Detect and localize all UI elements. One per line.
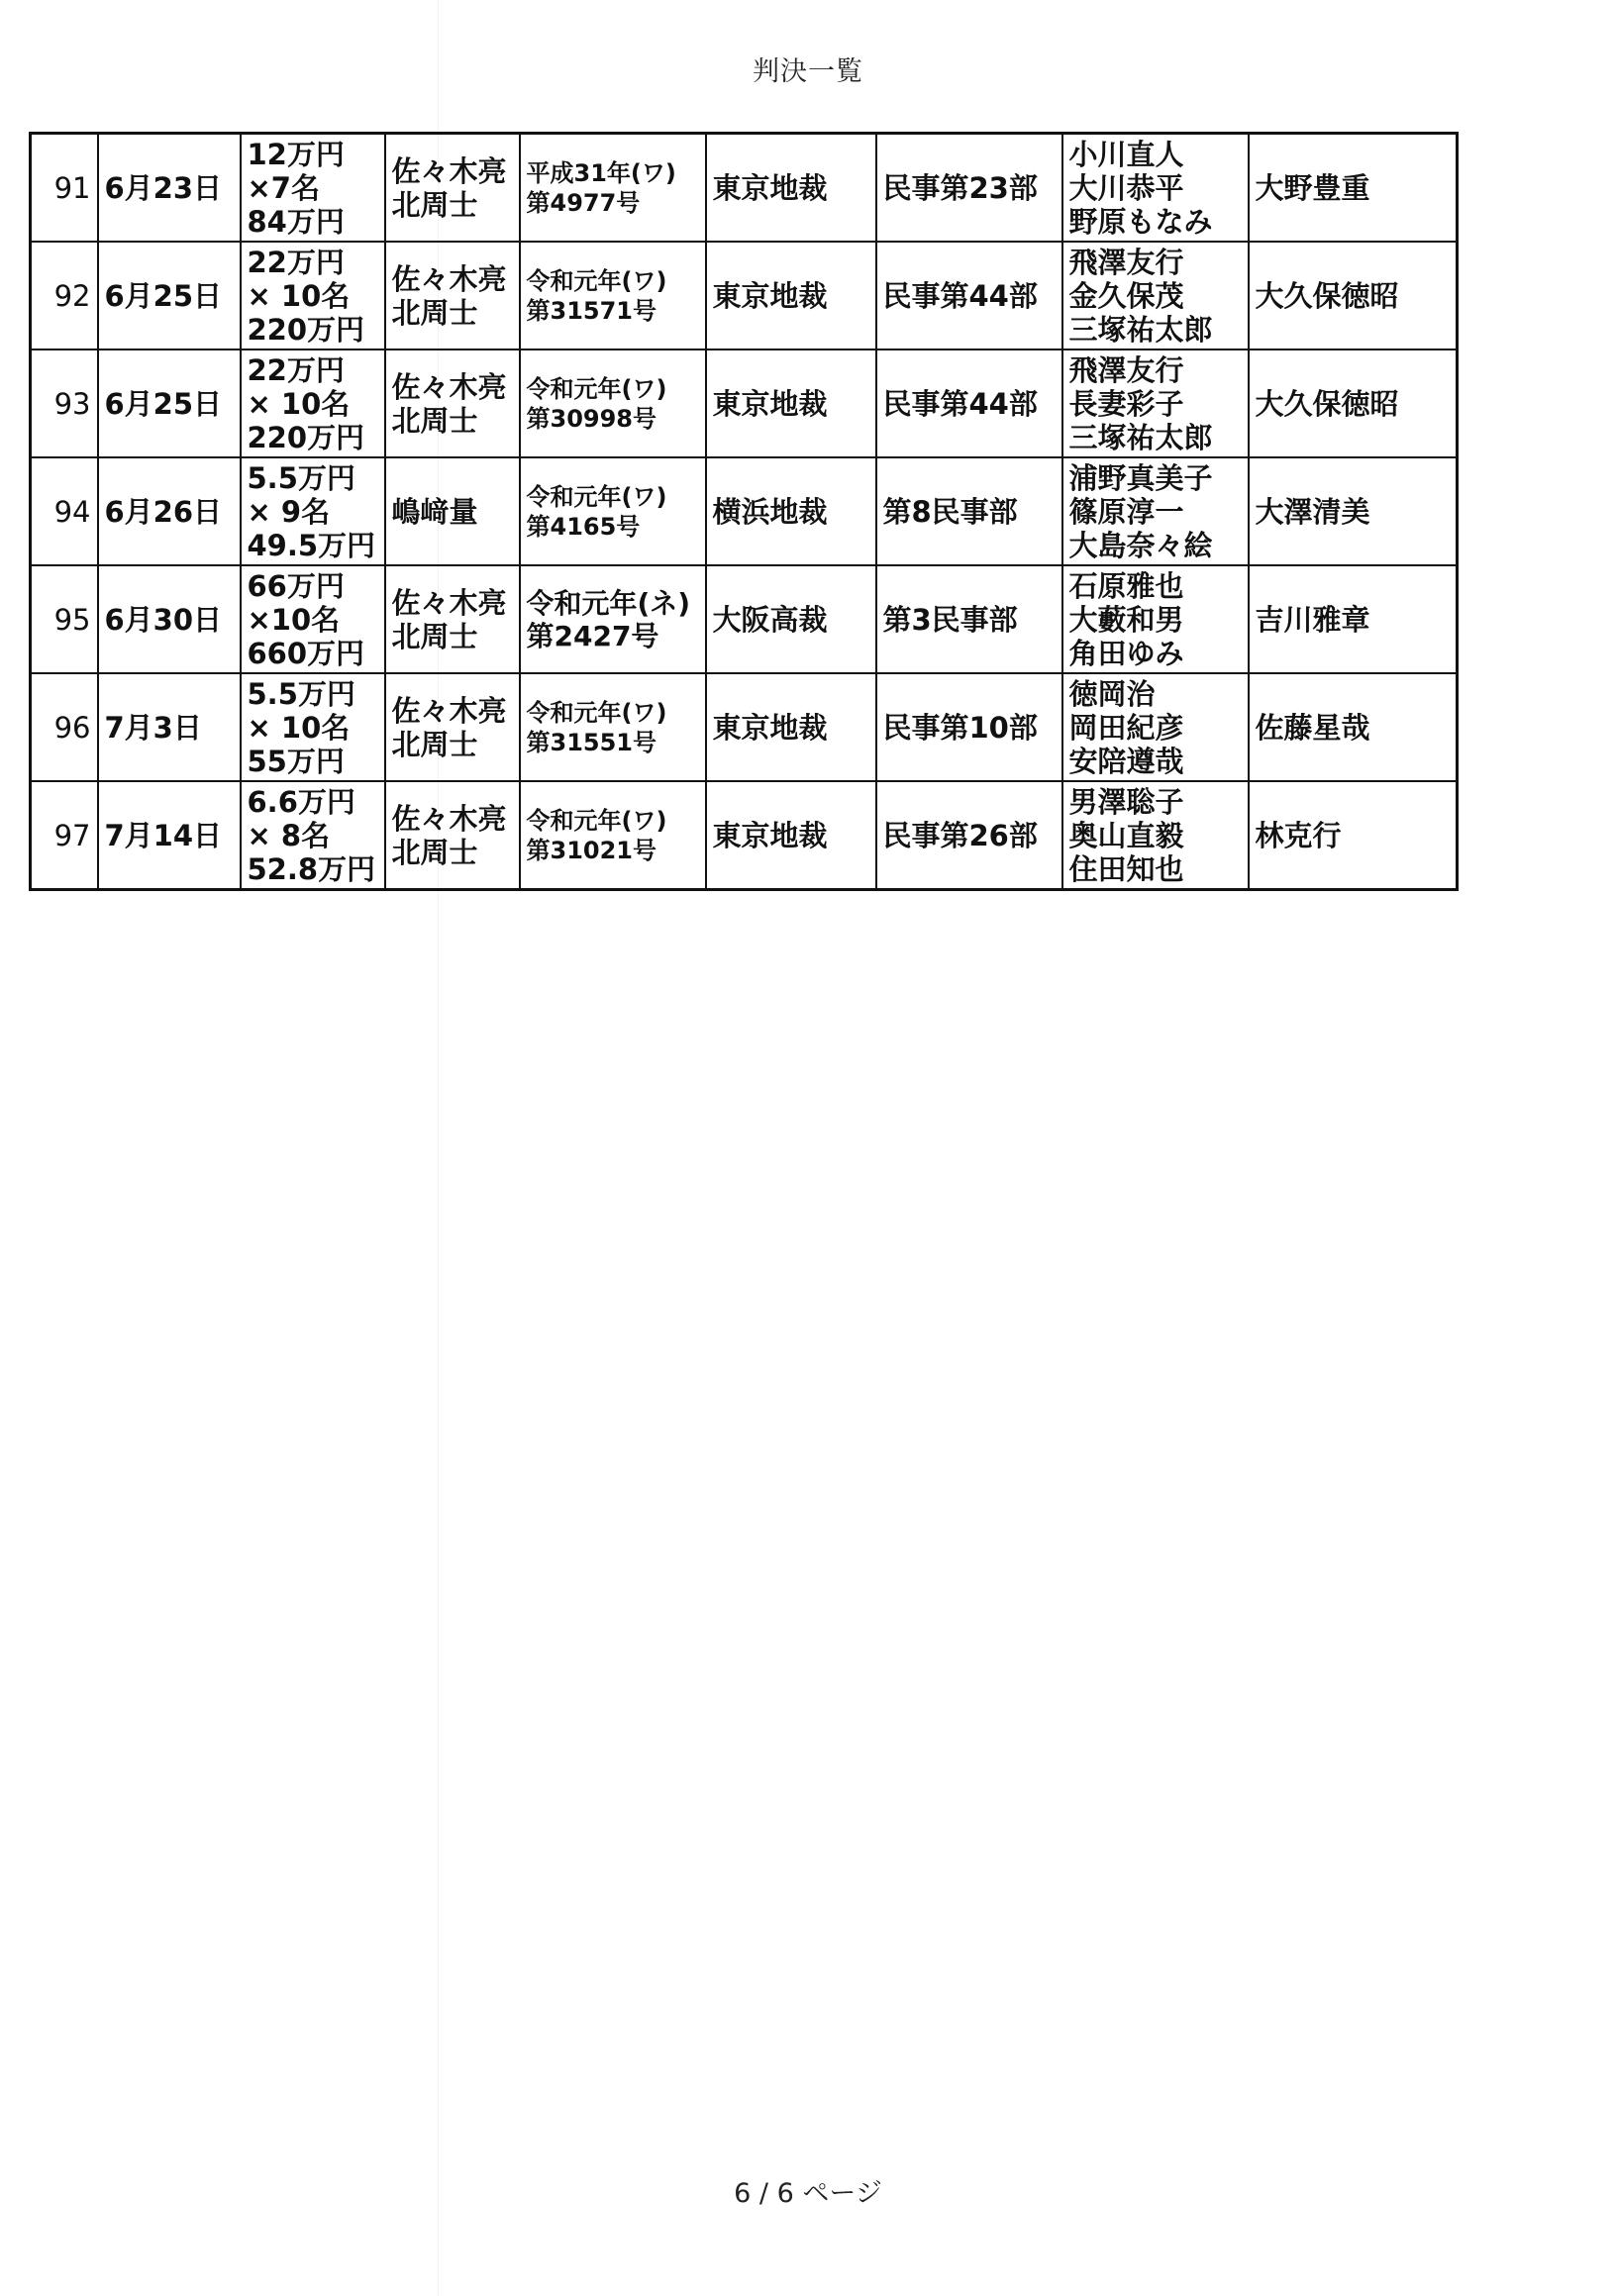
damages-line: 220万円 [247, 420, 365, 454]
damages-cell [241, 673, 385, 781]
damages-line: 22万円 [247, 245, 345, 279]
judge-name: 徳岡治 [1068, 676, 1156, 711]
case-era: 令和元年(ワ) [526, 806, 667, 835]
attorney-name: 佐々木亮 [391, 153, 507, 188]
damages-line: 49.5万円 [247, 528, 376, 562]
division-cell: 民事第10部 [876, 673, 1062, 781]
court-cell: 東京地裁 [706, 242, 876, 349]
judge-name: 金久保茂 [1068, 278, 1184, 313]
damages-line: 660万円 [247, 636, 365, 670]
attorney-name: 北周士 [391, 403, 478, 438]
case-era: 平成31年(ワ) [526, 158, 676, 187]
case-number-cell [520, 565, 706, 673]
judge-name: 三塚祐太郎 [1068, 312, 1213, 347]
table-row [31, 349, 1458, 457]
court-cell: 東京地裁 [706, 673, 876, 781]
page-title: 判決一覧 [753, 56, 863, 87]
damages-line: 5.5万円 [247, 460, 355, 495]
attorneys-cell [385, 781, 520, 890]
row-number-cell: 93 [31, 349, 98, 457]
damages-line: 52.8万円 [247, 851, 376, 886]
attorney-name: 北周士 [391, 727, 478, 761]
judge-name: 篠原淳一 [1068, 494, 1184, 529]
damages-cell [241, 242, 385, 349]
row-number-cell: 97 [31, 781, 98, 890]
attorneys-cell [385, 565, 520, 673]
date-cell: 7月14日 [98, 781, 241, 890]
court-cell: 横浜地裁 [706, 457, 876, 565]
judges-cell [1062, 457, 1249, 565]
case-number: 第31551号 [526, 728, 656, 756]
judge-name: 大川恭平 [1068, 170, 1184, 205]
damages-line: 12万円 [247, 137, 345, 171]
row-number-cell: 96 [31, 673, 98, 781]
date-cell: 6月25日 [98, 349, 241, 457]
damages-cell [241, 457, 385, 565]
case-number: 第31021号 [526, 836, 656, 864]
damages-line: × 10名 [247, 710, 351, 745]
table-row [31, 242, 1458, 349]
damages-line: 5.5万円 [247, 676, 355, 711]
division-cell: 民事第23部 [876, 134, 1062, 243]
case-number-cell [520, 242, 706, 349]
judge-name: 奥山直毅 [1068, 818, 1184, 852]
plaintiff-cell: 大久保徳昭 [1249, 242, 1458, 349]
attorney-name: 嶋﨑量 [391, 494, 478, 529]
case-number-cell [520, 781, 706, 890]
date-cell: 7月3日 [98, 673, 241, 781]
case-number: 第31571号 [526, 296, 656, 325]
court-cell: 東京地裁 [706, 134, 876, 243]
judge-name: 野原もなみ [1068, 204, 1213, 239]
plaintiff-cell: 吉川雅章 [1249, 565, 1458, 673]
case-era: 令和元年(ワ) [526, 698, 667, 727]
case-number: 第4977号 [526, 188, 641, 217]
row-number-cell: 91 [31, 134, 98, 243]
attorney-name: 佐々木亮 [391, 369, 507, 404]
date-cell: 6月26日 [98, 457, 241, 565]
attorney-name: 北周士 [391, 187, 478, 222]
damages-line: 22万円 [247, 352, 345, 387]
judge-name: 飛澤友行 [1068, 352, 1184, 387]
judge-name: 三塚祐太郎 [1068, 420, 1213, 454]
judge-name: 角田ゆみ [1068, 636, 1184, 670]
plaintiff-cell: 大久保徳昭 [1249, 349, 1458, 457]
judges-cell [1062, 349, 1249, 457]
judges-cell [1062, 673, 1249, 781]
judge-name: 大藪和男 [1068, 602, 1184, 637]
table-row [31, 781, 1458, 890]
damages-line: × 8名 [247, 818, 331, 852]
judges-cell [1062, 781, 1249, 890]
attorney-name: 佐々木亮 [391, 693, 507, 728]
damages-line: ×7名 [247, 170, 320, 205]
damages-line: 220万円 [247, 312, 365, 347]
case-era: 令和元年(ワ) [526, 482, 667, 511]
plaintiff-cell: 大澤清美 [1249, 457, 1458, 565]
judge-name: 浦野真美子 [1068, 460, 1213, 495]
division-cell: 民事第44部 [876, 242, 1062, 349]
judge-name: 大島奈々絵 [1068, 528, 1213, 562]
court-cell: 大阪高裁 [706, 565, 876, 673]
attorney-name: 北周士 [391, 835, 478, 869]
table-row [31, 134, 1458, 243]
case-number: 第2427号 [526, 619, 659, 652]
case-era: 令和元年(ネ) [526, 586, 691, 620]
table-body [31, 134, 1458, 890]
judges-cell [1062, 242, 1249, 349]
judge-name: 男澤聡子 [1068, 784, 1184, 819]
judge-name: 住田知也 [1068, 851, 1184, 886]
damages-line: × 10名 [247, 278, 351, 313]
damages-cell [241, 134, 385, 243]
attorneys-cell [385, 242, 520, 349]
judge-name: 長妻彩子 [1068, 386, 1184, 421]
division-cell: 第3民事部 [876, 565, 1062, 673]
judge-name: 小川直人 [1068, 137, 1184, 171]
damages-line: 66万円 [247, 568, 345, 603]
damages-cell [241, 781, 385, 890]
case-number-cell [520, 349, 706, 457]
court-cell: 東京地裁 [706, 781, 876, 890]
attorney-name: 北周士 [391, 619, 478, 653]
table-row [31, 457, 1458, 565]
plaintiff-cell: 大野豊重 [1249, 134, 1458, 243]
case-number-cell [520, 673, 706, 781]
date-cell: 6月30日 [98, 565, 241, 673]
case-number: 第30998号 [526, 404, 656, 433]
damages-line: × 10名 [247, 386, 351, 421]
attorney-name: 北周士 [391, 295, 478, 330]
table-row [31, 673, 1458, 781]
case-number: 第4165号 [526, 512, 641, 541]
damages-cell [241, 349, 385, 457]
row-number-cell: 94 [31, 457, 98, 565]
attorneys-cell [385, 457, 520, 565]
case-number-cell [520, 457, 706, 565]
judges-cell [1062, 134, 1249, 243]
judge-name: 安陪遵哉 [1068, 744, 1184, 778]
division-cell: 第8民事部 [876, 457, 1062, 565]
plaintiff-cell: 林克行 [1249, 781, 1458, 890]
plaintiff-cell: 佐藤星哉 [1249, 673, 1458, 781]
attorney-name: 佐々木亮 [391, 585, 507, 620]
damages-line: 55万円 [247, 744, 345, 778]
damages-line: ×10名 [247, 602, 341, 637]
damages-cell [241, 565, 385, 673]
case-era: 令和元年(ワ) [526, 374, 667, 403]
case-number-cell [520, 134, 706, 243]
court-cell: 東京地裁 [706, 349, 876, 457]
attorney-name: 佐々木亮 [391, 801, 507, 836]
attorneys-cell [385, 673, 520, 781]
attorneys-cell [385, 349, 520, 457]
case-era: 令和元年(ワ) [526, 266, 667, 295]
division-cell: 民事第44部 [876, 349, 1062, 457]
judge-name: 岡田紀彦 [1068, 710, 1184, 745]
date-cell: 6月23日 [98, 134, 241, 243]
damages-line: × 9名 [247, 494, 331, 529]
rulings-table [29, 132, 1459, 891]
attorney-name: 佐々木亮 [391, 261, 507, 296]
attorneys-cell [385, 134, 520, 243]
row-number-cell: 92 [31, 242, 98, 349]
judge-name: 飛澤友行 [1068, 245, 1184, 279]
table-row [31, 565, 1458, 673]
damages-line: 6.6万円 [247, 784, 355, 819]
damages-line: 84万円 [247, 204, 345, 239]
row-number-cell: 95 [31, 565, 98, 673]
page-number: 6 / 6 ページ [734, 2178, 882, 2209]
date-cell: 6月25日 [98, 242, 241, 349]
judge-name: 石原雅也 [1068, 568, 1184, 603]
judges-cell [1062, 565, 1249, 673]
division-cell: 民事第26部 [876, 781, 1062, 890]
